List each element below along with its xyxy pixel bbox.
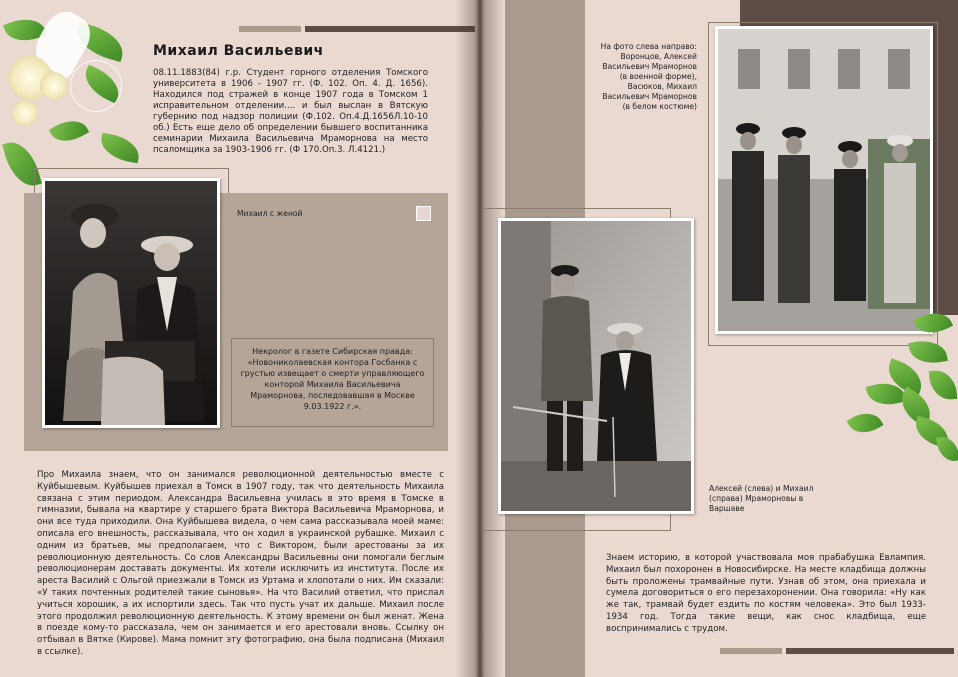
leaf-branch-decoration	[846, 308, 958, 468]
bio-paragraph: 08.11.1883(84) г.р. Студент горного отделения Томского университета в 1906 - 1907 гг. (Ф. 102. Оп. 4. Д. 1656). Находился под стражей в конце 1907 года в Томском 1 исправительном отделении.... и был выслан в Вятскую губернию под надзор полиции (Ф.102. Оп.4.Д.1656Л.10-10 об.) Есть еще дело об определении бывшего воспитанника семинарии Михаила Васильевича Мраморнова на место псаломщика за 1903-1906 гг. (Ф 170.Оп.3. Л.4121.)	[153, 68, 428, 155]
deco-square	[416, 206, 431, 221]
deco-bar-light	[239, 26, 301, 32]
deco-bar-dark	[305, 26, 475, 32]
page-title: Михаил Васильевич	[153, 43, 324, 59]
photo-group-four-men	[715, 26, 933, 334]
photo-image	[501, 221, 691, 511]
deco-bar-bottom-light	[720, 648, 782, 654]
middle-photo-caption: Алексей (слева) и Михаил (справа) Мраморновы в Варшаве	[709, 484, 814, 513]
photo-mikhail-with-wife	[42, 178, 220, 428]
left-body-text: Про Михаила знаем, что он занимался революционной деятельностью вместе с Куйбышевым. Куйбышев приехал в Томск в 1907 году, так что деятельность Михаила связана с этим периодом. Александра Васильевна училась в это время в Томске в гимназии, бывала на квартире у старшего брата Виктора Васильевича Мраморнова, и они все туда приходили. Она Куйбышева видела, о чем сама рассказывала моей маме: описала его внешность, рассказывала, что он ходил в украинской рубашке. Михаил с одним из братьев, мы предполагаем, что с Виктором, были арестованы за их революционную деятельность. Со слов Александры Васильевны они помогали беглым революционерам доставать документы. Их хотели исключить из института. После их ареста Василий с Ольгой приезжали в Томск из Уртама и хлопотали о них. Им сказали: «У таких почтенных родителей такие сыновья». На что Василий ответил, что прислал учиться хорошик, а их испортили здесь. Так что пусть учат их дальше. Михаил после этого продолжил революционную деятельность. К этому времени он был женат. Жена в поезде кому-то рассказала, чем он занимается и его арестовали вновь. Ссылку он отбывал в Вятке (Кирове). Мама помнит эту фотографию, она была подписана (Михаил в ссылке).	[37, 470, 444, 657]
top-photo-caption: На фото слева направо: Воронцов, Алексей Васильевич Мраморнов (в военной форме), Васюков, Михаил Васильевич Мраморнов (в белом костюме)	[600, 42, 697, 111]
obituary-box: Некролог в газете Сибирская правда: «Новониколаевская контора Госбанка с грустью извещает о смерти управляющего конторой Михаила Васильевича Мраморнова, последовавшая в Москве 9.03.1922 г.».	[231, 338, 434, 427]
photo-caption-with-wife: Михаил с женой	[237, 209, 303, 218]
photo-image	[45, 181, 217, 425]
photo-alexey-and-mikhail	[498, 218, 694, 514]
right-body-text: Знаем историю, в которой участвовала моя прабабушка Евлампия. Михаил был похоронен в Новосибирске. На месте кладбища должны быть проложены трамвайные пути. Узнав об этом, она приехала и сумела договориться о его перезахоронении. Она говорила: «Ну как же так, трамвай будет ездить по костям человека». Это был 1933-1934 год. Тогда такие вещи, как снос кладбища, еще воспринимались с трудом.	[606, 553, 926, 634]
deco-bar-bottom-dark	[786, 648, 954, 654]
photo-image	[718, 29, 930, 331]
